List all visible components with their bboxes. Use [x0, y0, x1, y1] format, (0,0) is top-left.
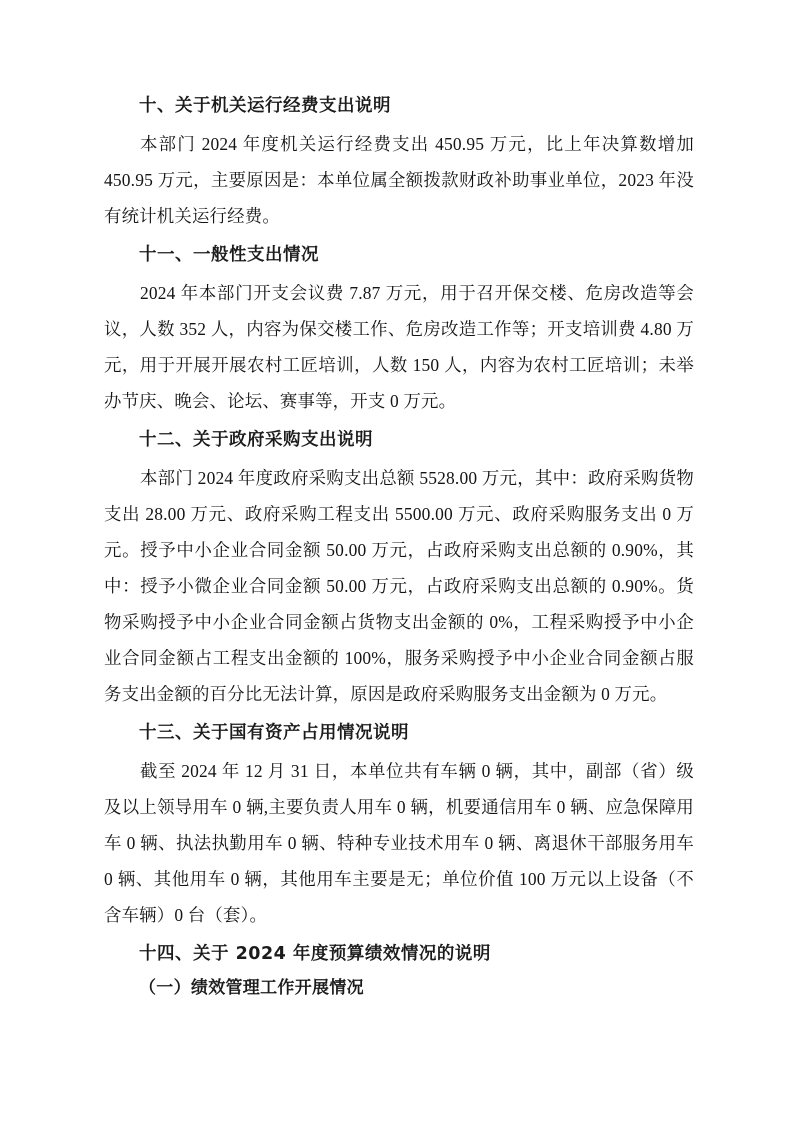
section-heading: 十一、一般性支出情况: [139, 245, 319, 266]
section-heading: 十二、关于政府采购支出说明: [139, 430, 373, 451]
section-heading: 十四、关于 2024 年度预算绩效情况的说明: [139, 944, 491, 965]
section-heading: 十三、关于国有资产占用情况说明: [139, 723, 409, 744]
section-paragraph: 本部门 2024 年度政府采购支出总额 5528.00 万元，其中：政府采购货物支出 28.00 万元、政府采购工程支出 5500.00 万元、政府采购服务支出 0 万元。授予中小企业合同金额 50.00 万元，占政府采购支出总额的 0.90%，其中：授予小微企业合同金额 50.00 万元，占政府采购支出总额的 0.90%。货物采购授予中小企业合同金额占货物支出金额的 0%，工程采购授予中小企业合同金额占工程支出金额的 100%，服务采购授予中小企业合同金额占服务支出金额的百分比无法计算，原因是政府采购服务支出金额为 0 万元。: [104, 468, 694, 705]
section-paragraph: 截至 2024 年 12 月 31 日，本单位共有车辆 0 辆，其中，副部（省）级及以上领导用车 0 辆,主要负责人用车 0 辆，机要通信用车 0 辆、应急保障用车 0 辆、执法执勤用车 0 辆、特种专业技术用车 0 辆、离退休干部服务用车 0 辆、其他用车 0 辆，其他用车主要是无；单位价值 100 万元以上设备（不含车辆）0 台（套）。: [104, 761, 694, 926]
section-block: [104, 719, 694, 933]
section-block: [104, 92, 694, 234]
section-block: [104, 426, 694, 712]
section-subheading: （一）绩效管理工作开展情况: [139, 978, 364, 999]
section-paragraph: 本部门 2024 年度机关运行经费支出 450.95 万元，比上年决算数增加 450.95 万元，主要原因是：本单位属全额拨款财政补助事业单位，2023 年没有统计机关运行经费。: [104, 134, 694, 227]
section-block: [104, 241, 694, 419]
section-paragraph: 2024 年本部门开支会议费 7.87 万元，用于召开保交楼、危房改造等会议，人数 352 人，内容为保交楼工作、危房改造工作等；开支培训费 4.80 万元，用于开展开展农村工匠培训，人数 150 人，内容为农村工匠培训；未举办节庆、晚会、论坛、赛事等，开支 0 万元。: [104, 283, 694, 412]
section-heading: 十、关于机关运行经费支出说明: [139, 96, 391, 116]
document-body: [104, 92, 694, 1005]
section-block: [104, 940, 694, 1003]
